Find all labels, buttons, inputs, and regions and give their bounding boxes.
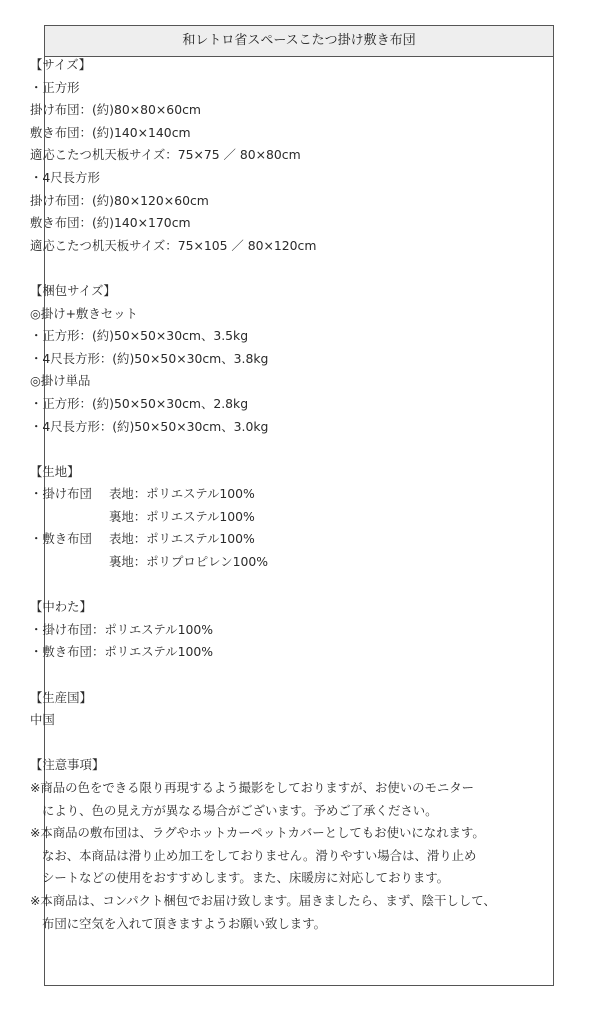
package-set-square: ・正方形：(約)50×50×30cm、3.5kg: [30, 328, 249, 344]
fabric-heading: 【生地】: [30, 463, 80, 479]
rect-kake-size: 掛け布団：(約)80×120×60cm: [30, 192, 209, 208]
note-2-line-1: ※本商品の敷布団は、ラグやホットカーペットカバーとしてもお使いになれます。: [30, 825, 485, 841]
note-1-line-1: ※商品の色をできる限り再現するよう撮影をしておりますが、お使いのモニター: [30, 780, 475, 795]
page-title: 和レトロ省スペースこたつ掛け敷き布団: [45, 26, 553, 57]
size-heading: 【サイズ】: [30, 57, 91, 72]
fabric-kake-label: ・掛け布団: [30, 486, 92, 502]
rect-label: ・4尺長方形: [30, 169, 100, 185]
spec-content: [30, 54, 496, 935]
filling-heading: 【中わた】: [30, 599, 92, 615]
filling-shiki: ・敷き布団：ポリエステル100%: [30, 644, 213, 660]
package-single-square: ・正方形：(約)50×50×30cm、2.8kg: [30, 395, 249, 411]
square-shiki-size: 敷き布団：(約)140×140cm: [30, 124, 191, 140]
rect-table-size: 適応こたつ机天板サイズ：75×105 ／ 80×120cm: [30, 237, 317, 253]
origin-value: 中国: [30, 712, 55, 728]
note-2-line-2: なお、本商品は滑り止め加工をしておりません。滑りやすい場合は、滑り止め: [42, 847, 477, 863]
package-heading: 【梱包サイズ】: [30, 282, 116, 298]
note-3-line-1: ※本商品は、コンパクト梱包でお届け致します。届きましたら、まず、陰干しして、: [30, 892, 496, 908]
note-1-line-2: により、色の見え方が異なる場合がございます。予めご了承ください。: [42, 802, 438, 818]
package-single-rect: ・4尺長方形：(約)50×50×30cm、3.0kg: [30, 418, 269, 434]
fabric-shiki-front: 表地：ポリエステル100%: [109, 531, 255, 547]
rect-shiki-size: 敷き布団：(約)140×170cm: [30, 215, 191, 231]
fabric-shiki-label: ・敷き布団: [30, 531, 92, 547]
package-single-label: ◎掛け単品: [30, 373, 91, 389]
square-table-size: 適応こたつ机天板サイズ：75×75 ／ 80×80cm: [30, 147, 301, 163]
origin-heading: 【生産国】: [30, 689, 92, 705]
notes-heading: 【注意事項】: [30, 757, 105, 773]
filling-kake: ・掛け布団：ポリエステル100%: [30, 621, 213, 637]
package-set-label: ◎掛け+敷きセット: [30, 305, 138, 321]
fabric-kake-front: 表地：ポリエステル100%: [109, 486, 255, 502]
note-3-line-2: 布団に空気を入れて頂きますようお願い致します。: [42, 915, 326, 931]
square-label: ・正方形: [30, 79, 80, 95]
fabric-shiki-row: [30, 528, 490, 551]
note-2-line-3: シートなどの使用をおすすめします。また、床暖房に対応しております。: [42, 870, 450, 886]
square-kake-size: 掛け布団：(約)80×80×60cm: [30, 102, 201, 118]
fabric-kake-row: [30, 483, 490, 506]
package-set-rect: ・4尺長方形：(約)50×50×30cm、3.8kg: [30, 350, 269, 366]
fabric-kake-back: 裏地：ポリエステル100%: [109, 508, 255, 524]
fabric-shiki-back: 裏地：ポリプロピレン100%: [109, 554, 269, 570]
